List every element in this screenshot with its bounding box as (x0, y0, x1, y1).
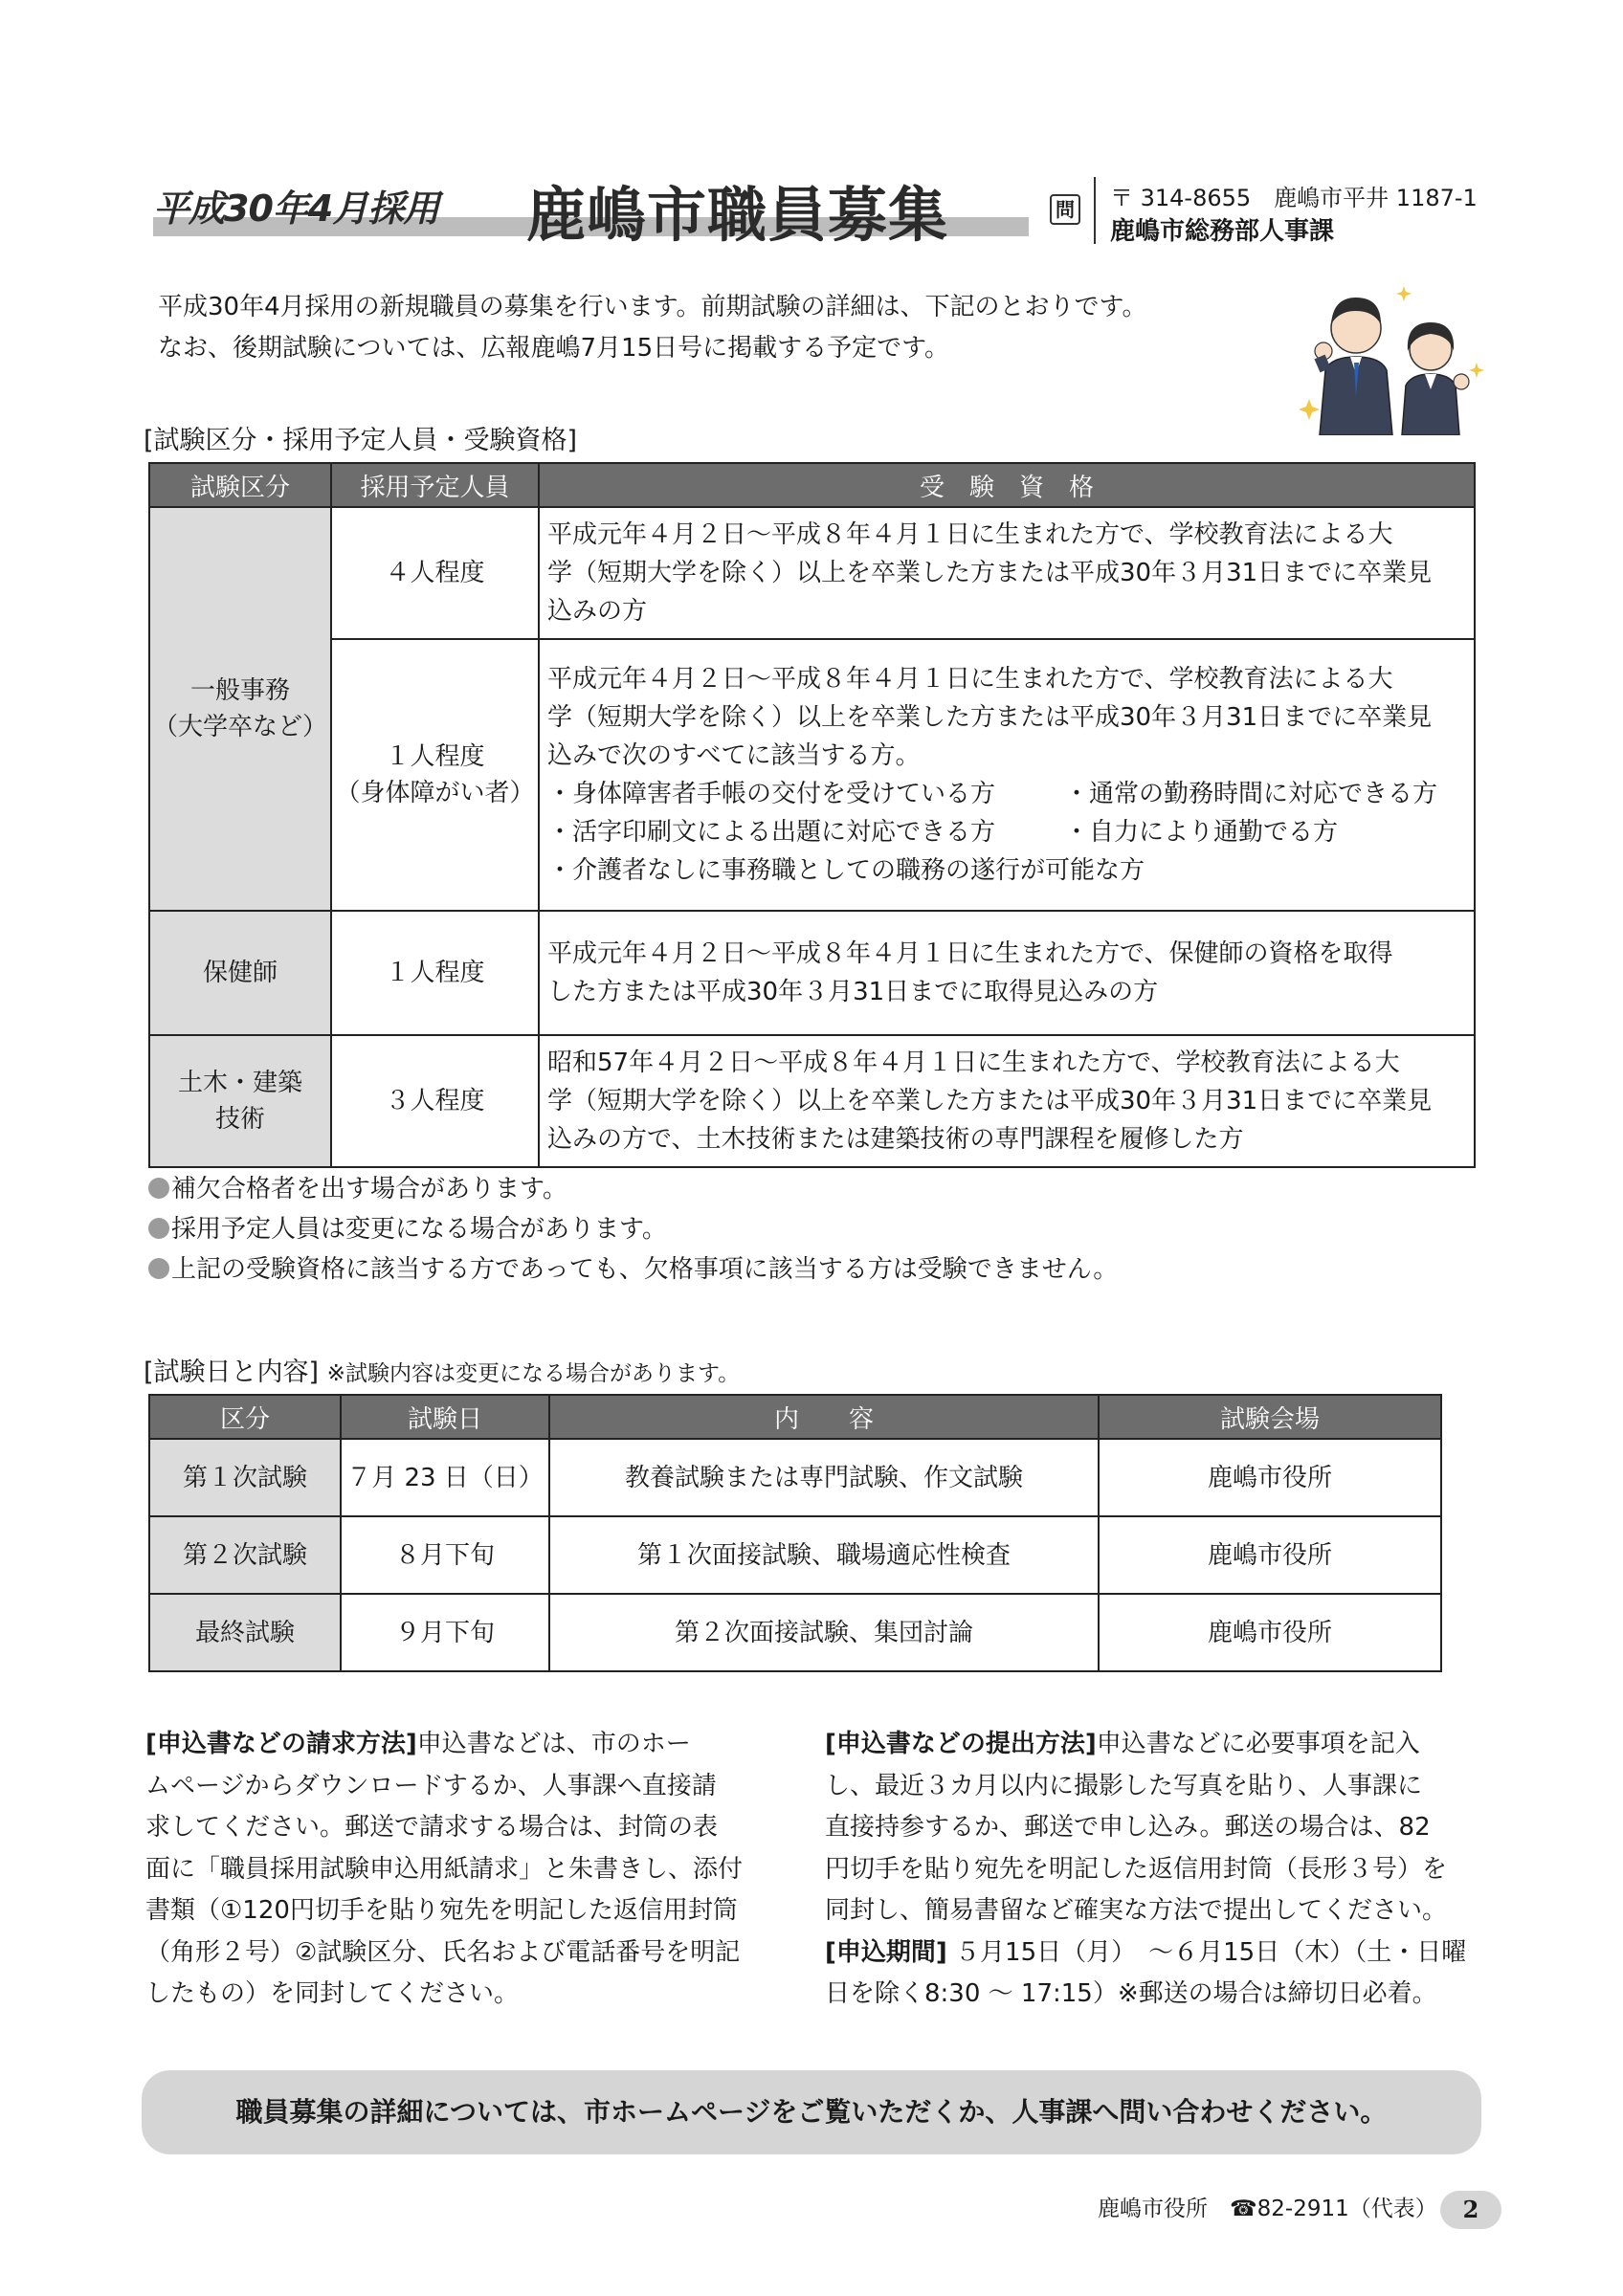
category-nurse: 保健師 (149, 911, 331, 1035)
table-header-row (149, 463, 1475, 507)
schedule-note: ※試験内容は変更になる場合があります。 (326, 1361, 741, 1386)
page-title: 鹿嶋市職員募集 (526, 180, 949, 250)
count-nurse: １人程度 (331, 911, 539, 1035)
table-row (149, 1035, 1475, 1167)
table-row (149, 639, 1475, 911)
eligibility-table (148, 462, 1476, 1168)
list-item: 採用予定人員は変更になる場合があります。 (148, 1209, 1118, 1249)
header-count: 採用予定人員 (331, 463, 539, 507)
intro-line-1: 平成30年4月採用の新規職員の募集を行います。前期試験の詳細は、下記のとおりです。 (158, 293, 1147, 321)
header-venue: 試験会場 (1099, 1395, 1441, 1439)
submission-method-heading: [申込書などの提出方法] (825, 1730, 1097, 1758)
stage-cell: 第２次試験 (149, 1516, 341, 1594)
bullet-icon (148, 1258, 169, 1279)
venue-cell: 鹿嶋市役所 (1099, 1594, 1441, 1671)
venue-cell: 鹿嶋市役所 (1099, 1439, 1441, 1516)
date-cell: ８月下旬 (341, 1516, 549, 1594)
header-qualification: 受 験 資 格 (539, 463, 1475, 507)
contact-organization: 鹿嶋市総務部人事課 (1110, 217, 1335, 246)
list-item: 上記の受験資格に該当する方であっても、欠格事項に該当する方は受験できません。 (148, 1249, 1118, 1290)
schedule-table (148, 1394, 1442, 1672)
condition-item: ・活字印刷文による出題に対応できる方 (547, 818, 996, 847)
table-row (149, 1439, 1441, 1516)
count-general: ４人程度 (331, 507, 539, 639)
title-prefix: 平成30年4月採用 (153, 188, 439, 230)
schedule-label: [試験日と内容] (144, 1358, 320, 1387)
application-period-heading: [申込期間] (825, 1937, 947, 1967)
stage-cell: 最終試験 (149, 1594, 341, 1671)
header-content: 内 容 (549, 1395, 1099, 1439)
header-category: 試験区分 (149, 463, 331, 507)
staff-illustration (1297, 282, 1488, 435)
qualification-civil: 昭和57年４月２日～平成８年４月１日に生まれた方で、学校教育法による大 学（短期大学を除く）以上を卒業した方または平成30年３月31日までに卒業見 込みの方で、土木技術または建築技術の専門課程を履修した方 (539, 1035, 1475, 1167)
header-stage: 区分 (149, 1395, 341, 1439)
page-number: 2 (1440, 2191, 1501, 2229)
condition-item: ・通常の勤務時間に対応できる方 (1064, 780, 1438, 808)
qualification-general: 平成元年４月２日～平成８年４月１日に生まれた方で、学校教育法による大 学（短期大学を除く）以上を卒業した方または平成30年３月31日までに卒業見 込みの方 (539, 507, 1475, 639)
venue-cell: 鹿嶋市役所 (1099, 1516, 1441, 1594)
content-cell: 第２次面接試験、集団討論 (549, 1594, 1099, 1671)
bullet-icon (148, 1218, 169, 1239)
qualification-disability: 平成元年４月２日～平成８年４月１日に生まれた方で、学校教育法による大 学（短期大学を除く）以上を卒業した方または平成30年３月31日までに卒業見 込みで次のすべてに該当する方。 ・身体障害者手帳の交付を受けている方 ・通常の勤務時間に対応できる方 ・活字印刷文による出題に対応できる方 ・自力により通勤でる方 ・介護者なしに事務職としての職務の遂行が可能な方 (539, 639, 1475, 911)
request-method-heading: [申込書などの請求方法] (145, 1730, 417, 1758)
category-general: 一般事務 （大学卒など） (149, 507, 331, 911)
header-date: 試験日 (341, 1395, 549, 1439)
eligibility-notes (148, 1169, 1118, 1290)
footer (1098, 2191, 1437, 2222)
date-cell: ９月下旬 (341, 1594, 549, 1671)
table-row (149, 911, 1475, 1035)
details-banner: 職員募集の詳細については、市ホームページをご覧いただくか、人事課へ問い合わせください。 (142, 2070, 1481, 2154)
content-cell: 教養試験または専門試験、作文試験 (549, 1439, 1099, 1516)
request-method-section: [申込書などの請求方法]申込書などは、市のホー ムページからダウンロードするか、人事課へ直接請 求してください。郵送で請求する場合は、封筒の表 面に「職員採用試験申込用紙請求」と朱書きし、添付 書類（①120円切手を貼り宛先を明記した返信用封筒 （角形２号）②試験区分、氏名および電話番号を明記 したもの）を同封してください。 (145, 1730, 744, 2008)
table-row (149, 1516, 1441, 1594)
submission-method-section: [申込書などの提出方法]申込書などに必要事項を記入 し、最近３カ月以内に撮影した写真を貼り、人事課に 直接持参するか、郵送で申し込み。郵送の場合は、82 円切手を貼り宛先を明記した返信用封筒（長形３号）を 同封し、簡易書留など確実な方法で提出してください。 [申込期間] ５月15日（月） ～６月15日（木）（土・日曜 日を除く8:30 ～ 17:15）※郵送の場合は締切日必着。 (825, 1730, 1467, 2008)
condition-item: ・介護者なしに事務職としての職務の遂行が可能な方 (547, 856, 1145, 885)
footer-phone: ☎82-2911（代表） (1230, 2197, 1437, 2221)
table-row (149, 1594, 1441, 1671)
inquiry-icon: 問 (1050, 194, 1080, 225)
contact-address: 〒 314-8655 鹿嶋市平井 1187-1 (1110, 185, 1478, 211)
intro-text (158, 287, 1146, 369)
count-disability: １人程度 （身体障がい者） (331, 639, 539, 911)
content-cell: 第１次面接試験、職場適応性検査 (549, 1516, 1099, 1594)
page-header (153, 167, 1493, 254)
table-header-row (149, 1395, 1441, 1439)
category-civil: 土木・建築 技術 (149, 1035, 331, 1167)
bullet-icon (148, 1178, 169, 1199)
section-label-schedule (144, 1351, 740, 1388)
section-label-eligibility: [試験区分・採用予定人員・受験資格] (144, 426, 578, 455)
stage-cell: 第１次試験 (149, 1439, 341, 1516)
list-item: 補欠合格者を出す場合があります。 (148, 1169, 1118, 1209)
table-row (149, 507, 1475, 639)
count-civil: ３人程度 (331, 1035, 539, 1167)
condition-item: ・身体障害者手帳の交付を受けている方 (547, 780, 996, 808)
qualification-nurse: 平成元年４月２日～平成８年４月１日に生まれた方で、保健師の資格を取得 した方または平成30年３月31日までに取得見込みの方 (539, 911, 1475, 1035)
intro-line-2: なお、後期試験については、広報鹿嶋7月15日号に掲載する予定です。 (158, 334, 950, 363)
footer-office: 鹿嶋市役所 (1098, 2197, 1208, 2221)
contact-divider (1094, 177, 1096, 244)
condition-item: ・自力により通勤でる方 (1064, 818, 1339, 847)
date-cell: ７月 23 日（日） (341, 1439, 549, 1516)
